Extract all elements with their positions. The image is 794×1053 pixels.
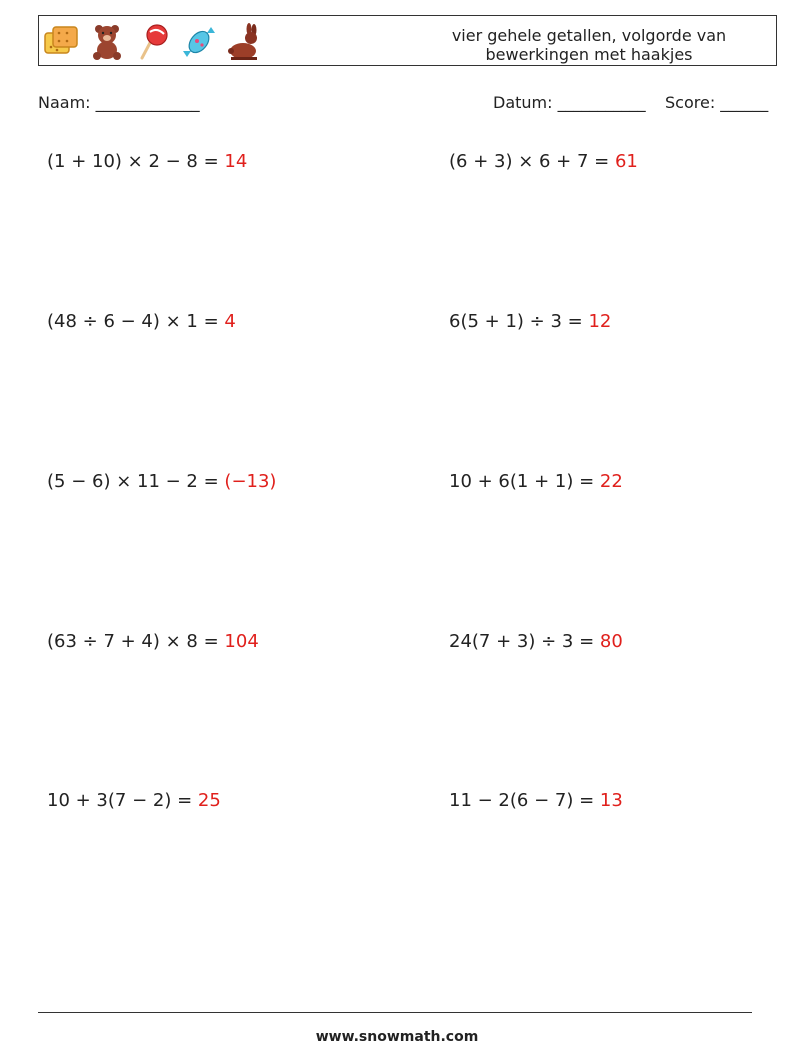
problem-9 [47,790,221,811]
cracker-icon [43,23,79,61]
title-line-1: vier gehele getallen, volgorde van [451,26,727,45]
problem-expression: 11 − 2(6 − 7) = [449,790,600,811]
problem-answer: 104 [224,631,259,652]
problem-expression: (6 + 3) × 6 + 7 = [449,151,615,172]
problem-expression: 6(5 + 1) ÷ 3 = [449,311,589,332]
problem-expression: 24(7 + 3) ÷ 3 = [449,631,600,652]
footer-url[interactable]: www.snowmath.com [315,1029,479,1045]
score-field [665,93,768,112]
problem-expression: 10 + 3(7 − 2) = [47,790,198,811]
problem-answer: 12 [588,311,612,332]
title-line-2: bewerkingen met haakjes [485,45,693,64]
problem-2 [449,151,638,172]
problem-10 [449,790,623,811]
score-blank: ______ [720,93,769,112]
date-field [493,93,646,112]
date-label: Datum: [493,93,553,112]
problem-answer: 22 [599,471,623,492]
worksheet-title [439,26,739,64]
date-blank: ___________ [557,93,646,112]
problem-answer: 61 [614,151,638,172]
problem-3 [47,311,236,332]
problem-answer: 25 [197,790,221,811]
problem-answer: 80 [599,631,623,652]
problem-4 [449,311,611,332]
problem-expression: (1 + 10) × 2 − 8 = [47,151,225,172]
problem-7 [47,631,259,652]
footer-divider [38,1012,752,1013]
teddy-bear-icon [89,23,125,61]
problem-expression: (48 ÷ 6 − 4) × 1 = [47,311,225,332]
name-label: Naam: [38,93,91,112]
problem-answer: 13 [599,790,623,811]
icon-strip [43,22,263,62]
lollipop-icon [135,23,171,61]
problem-expression: (5 − 6) × 11 − 2 = [47,471,225,492]
name-blank: _____________ [95,93,200,112]
problem-1 [47,151,247,172]
candy-icon [181,23,217,61]
score-label: Score: [665,93,716,112]
problem-expression: (63 ÷ 7 + 4) × 8 = [47,631,225,652]
chocolate-bunny-icon [227,23,263,61]
name-field [38,93,200,112]
worksheet-header [38,15,777,66]
problem-answer: 4 [224,311,236,332]
problem-5 [47,471,276,492]
problem-8 [449,631,623,652]
problem-6 [449,471,623,492]
problem-expression: 10 + 6(1 + 1) = [449,471,600,492]
problem-answer: (−13) [224,471,277,492]
problem-answer: 14 [224,151,248,172]
